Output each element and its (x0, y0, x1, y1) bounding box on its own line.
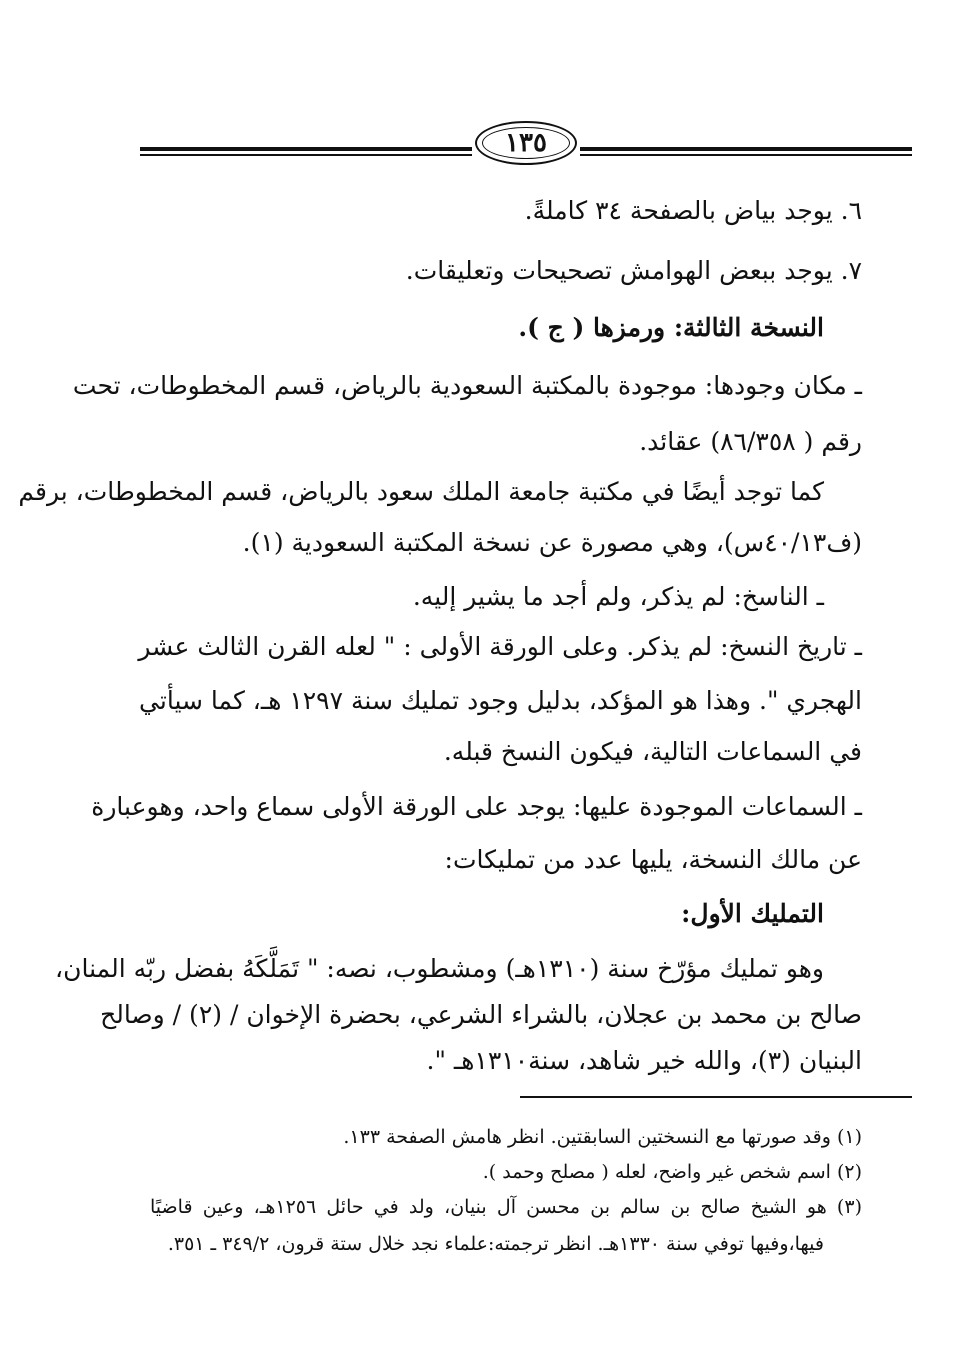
list-item-7: ٧. يوجد ببعض الهوامش تصحيحات وتعليقات. (405, 256, 862, 285)
paragraph-date-line-3: في السماعات التالية، فيكون النسخ قبله. (443, 737, 862, 766)
footnote-1: (١) وقد صورتها مع النسختين السابقتين. انظر هامش الصفحة ١٣٣. (343, 1126, 862, 1148)
section-heading-third-copy: النسخة الثالثة: ورمزها ( ج ). (518, 313, 824, 342)
footnote-2: (٢) اسم شخص غير واضح، لعله ( مصلح وحمد ). (482, 1161, 862, 1183)
footnote-3-line-1: (٣) هو الشيخ صالح بن سالم بن محسن آل بنيان، ولد في حائل ١٢٥٦هـ، وعين قاضيًا (150, 1196, 862, 1218)
header-rule-right (580, 147, 912, 158)
section-heading-first-ownership: التمليك الأول: (681, 899, 824, 928)
paragraph-ownership-line-1: وهو تمليك مؤرّخ سنة (١٣١٠هـ) ومشطوب، نصه: " تَمَلَّكَهُ بفضل ربّه المنان، (55, 954, 824, 983)
footnote-3-line-2: فيها،وفيها توفي سنة ١٣٣٠هـ. انظر ترجمته:علماء نجد خلال ستة قرون، ٣٤٩/٢ ـ ٣٥١. (167, 1233, 824, 1255)
paragraph-date-line-2: الهجري ". وهذا هو المؤكد، بدليل وجود تمليك سنة ١٢٩٧ هـ، كما سيأتي (139, 686, 862, 715)
paragraph-copyist: ـ الناسخ: لم يذكر، ولم أجد ما يشير إليه. (412, 582, 824, 611)
paragraph-auditions-line-2: عن مالك النسخة، يليها عدد من تمليكات: (444, 845, 862, 874)
paragraph-location-line-1: ـ مكان وجودها: موجودة بالمكتبة السعودية بالرياض، قسم المخطوطات، تحت (72, 371, 862, 400)
paragraph-location-line-2: رقم ( ٨٦/٣٥٨) عقائد. (639, 427, 862, 456)
page-number: ١٣٥ (475, 121, 577, 165)
paragraph-date-line-1: ـ تاريخ النسخ: لم يذكر. وعلى الورقة الأولى : " لعله القرن الثالث عشر (138, 632, 862, 661)
footnote-separator (520, 1096, 912, 1098)
paragraph-also-line-2: (ف٤٠/١٣س)، وهي مصورة عن نسخة المكتبة السعودية (١). (242, 528, 862, 557)
paragraph-auditions-line-1: ـ السماعات الموجودة عليها: يوجد على الورقة الأولى سماع واحد، وهوعبارة (91, 792, 862, 821)
paragraph-ownership-line-2: صالح بن محمد بن عجلان، بالشراء الشرعي، بحضرة الإخوان / (٢) / وصالح (100, 1000, 862, 1029)
paragraph-ownership-line-3: البنيان (٣)، والله خير شاهد، سنة١٣١٠هـ ". (426, 1046, 862, 1075)
paragraph-also-line-1: كما توجد أيضًا في مكتبة جامعة الملك سعود بالرياض، قسم المخطوطات، برقم (18, 477, 824, 506)
header-rule-left (140, 147, 472, 158)
list-item-6: ٦. يوجد بياض بالصفحة ٣٤ كاملةً. (524, 196, 862, 225)
